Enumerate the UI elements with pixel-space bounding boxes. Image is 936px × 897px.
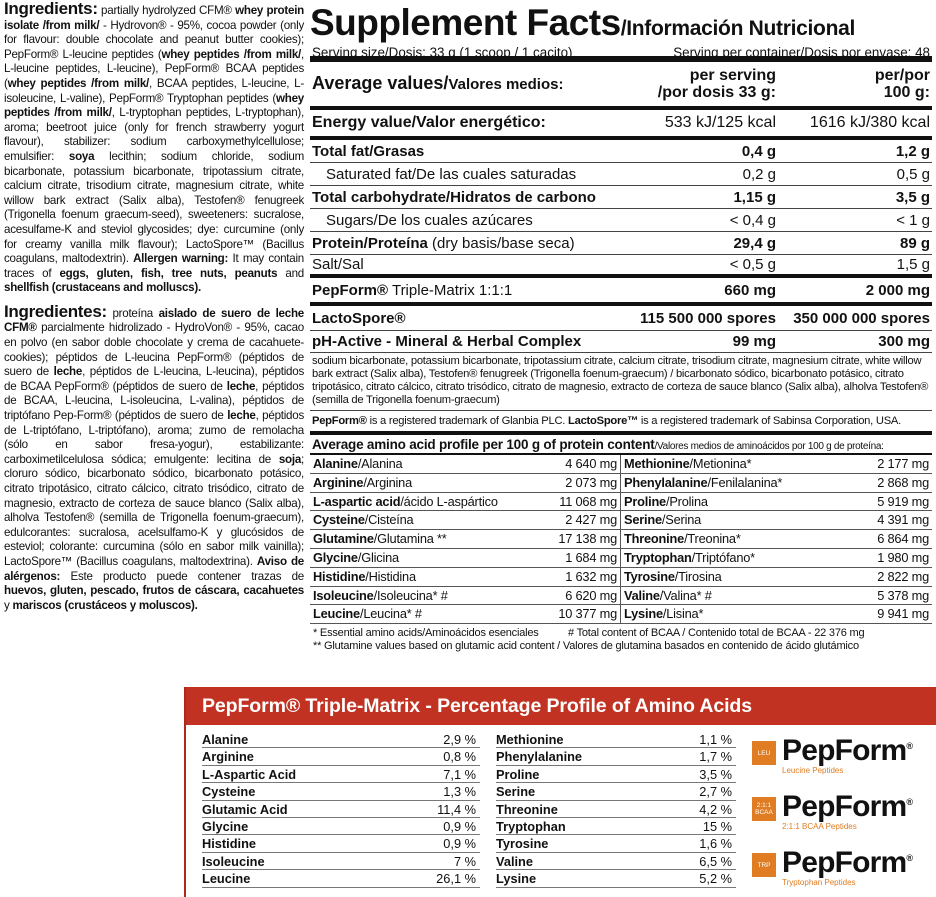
nutrient-row (310, 140, 932, 163)
amino-row (621, 474, 932, 493)
pepform-amino-name: Cysteine (202, 784, 256, 800)
average-values-label: Average values/Valores medios: (312, 73, 564, 93)
pepform-amino-percent: 0,8 % (443, 749, 476, 765)
pepform-row (202, 766, 480, 783)
nutrient-per-100g: 1,2 g (895, 142, 930, 160)
pepform-per-100g: 2 000 mg (865, 281, 930, 299)
pepform-amino-name: Serine (496, 784, 536, 800)
nutrient-per-serving: 0,2 g (742, 165, 776, 183)
pepform-logo (752, 781, 936, 837)
per-100g-header: per/por 100 g: (874, 67, 930, 101)
phactive-per-serving: 99 mg (732, 333, 776, 350)
amino-row (621, 511, 932, 530)
note-glutamine: ** Glutamine values based on glutamic acid content / Valores de glutamina basados en contenido de ácido glutámico (313, 639, 859, 652)
pepform-row (202, 818, 480, 835)
amino-name: Tryptophan/Triptófano* (624, 549, 755, 565)
amino-name: Leucine/Leucina* # (313, 606, 422, 622)
nutrient-row (310, 163, 932, 186)
nutrient-per-100g: 0,5 g (896, 165, 930, 183)
lactospore-row (310, 306, 932, 331)
pepform-wordmark: PepForm® (782, 790, 913, 823)
note-bcaa: # Total content of BCAA / Contenido total de BCAA - 22 376 mg (568, 627, 865, 640)
pepform-amino-percent: 7,1 % (443, 766, 476, 782)
amino-row (621, 455, 932, 474)
nutrient-per-100g: 3,5 g (895, 188, 930, 206)
phactive-row (310, 331, 932, 353)
pepform-row (202, 748, 480, 765)
amino-name: Lysine/Lisina* (624, 606, 704, 622)
pepform-amino-name: Isoleucine (202, 853, 265, 869)
serving-line (310, 44, 932, 62)
energy-row (310, 110, 932, 140)
amino-row (310, 568, 621, 587)
nutrient-rows (310, 140, 932, 278)
nutrient-label: Sugars/De los cuales azúcares (326, 211, 533, 229)
amino-name: Proline/Prolina (624, 493, 708, 509)
amino-value: 1 684 mg (565, 549, 617, 565)
amino-row (621, 605, 932, 624)
amino-value: 10 377 mg (558, 606, 617, 622)
pepform-amino-percent: 26,1 % (436, 871, 476, 887)
pepform-wordmark: PepForm® (782, 846, 913, 879)
pepform-row (202, 801, 480, 818)
amino-value: 4 391 mg (877, 512, 929, 528)
pepform-amino-name: Tyrosine (496, 836, 549, 852)
nutrient-per-serving: 1,15 g (733, 188, 776, 206)
amino-value: 2 868 mg (877, 474, 929, 490)
pepform-amino-percent: 7 % (453, 853, 476, 869)
phactive-description: sodium bicarbonate, potassium bicarbonate, tripotassium citrate, calcium citrate, trisodium citrate, magnesium citrate, white willow bark extract (Salix alba), Testofen® fenugreek (Trigonella foenum-graecum) / bicarbonato sódico, bicarbonato potásico, citrato tripotásico, citrato cálcico, citrato trisódico, citrato de magnesio, extracto de corteza de sauce blanco (Salix alba), alholva Testofen® (semilla de Trigonella foenum-graecum) (310, 353, 932, 411)
amino-column-left (310, 455, 621, 624)
pepform-row (202, 870, 480, 887)
amino-value: 2 073 mg (565, 474, 617, 490)
pepform-logo (752, 837, 936, 893)
nutrient-per-serving: < 0,5 g (729, 256, 776, 273)
amino-value: 1 980 mg (877, 549, 929, 565)
nutrient-row (310, 232, 932, 255)
nutrient-per-serving: < 0,4 g (729, 211, 776, 229)
amino-name: Histidine/Histidina (313, 568, 416, 584)
pepform-amino-percent: 4,2 % (699, 801, 732, 817)
pepform-profile-table (202, 731, 736, 888)
amino-row (621, 587, 932, 606)
amino-value: 5 378 mg (877, 587, 929, 603)
pepform-amino-name: Proline (496, 766, 540, 782)
amino-name: Alanine/Alanina (313, 456, 403, 471)
pepform-logo-subtitle: 2:1:1 BCAA Peptides (782, 822, 857, 831)
amino-value: 6 620 mg (565, 587, 617, 603)
pepform-row (496, 766, 736, 783)
pepform-logo-subtitle: Tryptophan Peptides (782, 878, 856, 887)
pepform-amino-name: Methionine (496, 732, 564, 747)
amino-name: Phenylalanine/Fenilalanina* (624, 474, 783, 490)
pepform-amino-percent: 6,5 % (699, 853, 732, 869)
amino-row (310, 549, 621, 568)
energy-label: Energy value/Valor energético: (312, 114, 546, 131)
pepform-amino-name: Glycine (202, 818, 249, 834)
amino-name: L-aspartic acid/ácido L-aspártico (313, 493, 498, 509)
pepform-logo (752, 725, 936, 781)
ingredients-es-heading: Ingredientes: (4, 301, 107, 321)
phactive-label: pH-Active - Mineral & Herbal Complex (312, 333, 582, 350)
supplement-facts-panel (310, 2, 932, 652)
pepform-badge-icon: TRP (752, 853, 776, 877)
pepform-row (202, 783, 480, 800)
nutrient-label: Total carbohydrate/Hidratos de carbono (312, 188, 596, 206)
ingredients-en-text: partially hydrolyzed CFM® whey protein isolate /from milk/ - Hydrovon® - 95%, cocoa powder (only for flavour: double chocolate and peanut butter cookies); PepForm® L-leucine peptides (whey peptides /from milk/, L-leucine peptides, L-leucine), PepForm® BCAA peptides (whey peptides /from milk/, BCAA peptides, L-leucine, L-isoleucine, L-valine), PepForm® Tryptophan peptides (whey peptides /from milk/, L-tryptophan peptides, L-tryptophan), aroma; beetroot juice (only for french strawberry yogurt flavour), stabilizer: sodium carboxymethylcellulose; emulsifier: soya lecithin; sodium chloride, sodium bicarbonate, potassium bicarbonate, tripotassium citrate, calcium citrate, trisodium citrate, magnesium citrate, white willow bark extract (Salix alba), Testofen® fenugreek (Trigonella foenum graecum-seed), sweeteners: sucralose, acesulfame-K and steviol glycosides; dye: curcumine (only for creamy vanilla milk flavour); LactoSpore™ (Bacillus coagulans, maltodextrin). Allergen warning: It may contain traces of eggs, gluten, fish, tree nuts, peanuts and shellfish (crustaceans and molluscs). (4, 4, 305, 295)
pepform-amino-percent: 5,2 % (699, 871, 732, 887)
phactive-per-100g: 300 mg (878, 333, 930, 350)
amino-value: 17 138 mg (558, 531, 617, 547)
pepform-amino-percent: 1,3 % (443, 784, 476, 800)
amino-row (310, 605, 621, 624)
pepform-row (496, 748, 736, 765)
pepform-amino-percent: 1,7 % (699, 749, 732, 765)
servings-per-container: Serving per container/Dosis por envase: 48 (673, 45, 930, 60)
amino-row (310, 530, 621, 549)
lactospore-per-serving: 115 500 000 spores (640, 309, 776, 327)
ingredients-en-heading: Ingredients: (4, 0, 98, 18)
pepform-row (202, 835, 480, 852)
pepform-profile-title: PepForm® Triple-Matrix - Percentage Profile of Amino Acids (186, 687, 936, 725)
amino-notes (310, 624, 932, 652)
amino-name: Tyrosine/Tirosina (624, 568, 722, 584)
nutrient-label: Salt/Sal (312, 256, 364, 273)
trademark-note: PepForm® is a registered trademark of Glanbia PLC. LactoSpore™ is a registered trademark of Sabinsa Corporation, USA. (310, 411, 932, 435)
pepform-amino-name: Lysine (496, 871, 537, 887)
ingredients-column (4, 2, 304, 613)
pepform-amino-name: L-Aspartic Acid (202, 766, 297, 782)
amino-name: Valine/Valina* # (624, 587, 712, 603)
pepform-amino-name: Leucine (202, 871, 251, 887)
amino-name: Threonine/Treonina* (624, 531, 741, 547)
amino-name: Isoleucine/Isoleucina* # (313, 587, 448, 603)
pepform-logos (752, 725, 936, 893)
pepform-amino-name: Alanine (202, 732, 249, 747)
pepform-badge-icon: LEU (752, 741, 776, 765)
pepform-per-serving: 660 mg (724, 281, 776, 299)
pepform-row (202, 731, 480, 748)
amino-value: 5 919 mg (877, 493, 929, 509)
amino-row (310, 511, 621, 530)
lactospore-label: LactoSpore® (312, 309, 406, 327)
pepform-row (496, 835, 736, 852)
ingredients-en (4, 2, 304, 296)
amino-name: Glycine/Glicina (313, 549, 399, 565)
facts-title-es: /Información Nutricional (620, 17, 856, 40)
pepform-amino-percent: 2,7 % (699, 784, 732, 800)
serving-size: Serving size/Dosis: 33 g (1 scoop / 1 cacito) (312, 45, 573, 60)
pepform-row (496, 870, 736, 887)
amino-name: Methionine/Metionina* (624, 456, 752, 471)
amino-value: 1 632 mg (565, 568, 617, 584)
facts-title (310, 2, 932, 44)
pepform-row (202, 853, 480, 870)
per-serving-header: per serving /por dosis 33 g: (657, 67, 776, 101)
pepform-logo-subtitle: Leucine Peptides (782, 766, 844, 775)
pepform-amino-name: Tryptophan (496, 818, 566, 834)
pepform-row (496, 818, 736, 835)
pepform-amino-percent: 1,1 % (699, 732, 732, 747)
facts-header-row (310, 62, 932, 110)
amino-value: 4 640 mg (565, 456, 617, 471)
pepform-row (496, 853, 736, 870)
amino-row (621, 530, 932, 549)
nutrient-per-serving: 0,4 g (741, 142, 776, 160)
amino-row (310, 474, 621, 493)
amino-profile-title: Average amino acid profile per 100 g of protein content/Valores medios de aminoácidos por 100 g de proteína: (310, 435, 932, 455)
nutrient-row (310, 186, 932, 209)
facts-title-en: Supplement Facts (310, 2, 621, 43)
nutrient-per-100g: 1,5 g (896, 256, 930, 273)
pepform-label: PepForm® Triple-Matrix 1:1:1 (312, 281, 513, 299)
pepform-amino-percent: 1,6 % (699, 836, 732, 852)
nutrient-label: Protein/Proteína (dry basis/base seca) (312, 234, 575, 252)
pepform-amino-percent: 0,9 % (443, 836, 476, 852)
amino-profile-table (310, 455, 932, 624)
pepform-row (310, 278, 932, 306)
amino-row (310, 587, 621, 606)
amino-value: 2 177 mg (877, 456, 929, 471)
nutrient-per-100g: 89 g (899, 234, 930, 252)
pepform-amino-percent: 11,4 % (437, 801, 476, 817)
nutrient-per-serving: 29,4 g (733, 234, 776, 252)
pepform-row (496, 731, 736, 748)
pepform-amino-name: Threonine (496, 801, 558, 817)
amino-value: 2 822 mg (877, 568, 929, 584)
pepform-amino-name: Histidine (202, 836, 257, 852)
pepform-column-left (202, 731, 480, 888)
amino-row (621, 568, 932, 587)
pepform-profile-box (184, 687, 936, 897)
pepform-amino-name: Phenylalanine (496, 749, 583, 765)
amino-name: Serine/Serina (624, 512, 702, 528)
pepform-amino-name: Valine (496, 853, 533, 869)
amino-name: Arginine/Arginina (313, 474, 413, 490)
energy-per-100g: 1616 kJ/380 kcal (809, 114, 930, 131)
nutrient-label: Saturated fat/De las cuales saturadas (326, 165, 577, 183)
pepform-column-right (496, 731, 736, 888)
amino-row (621, 493, 932, 512)
amino-row (310, 455, 621, 474)
pepform-amino-percent: 15 % (702, 818, 732, 834)
pepform-badge-icon: 2:1:1 BCAA (752, 797, 776, 821)
pepform-row (496, 801, 736, 818)
amino-value: 2 427 mg (565, 512, 617, 528)
ingredients-es-text: proteína aislado de suero de leche CFM® parcialmente hidrolizado - HydroVon® - 95%, cacao en polvo (en sabor doble chocolate y crema de cacahuete-cookies); péptidos de L-leucina PepForm® (péptidos de suero de leche, péptidos de L-leucina, L-leucina), péptidos de BCAA PepForm® (péptidos de suero de leche, péptidos de BCAA, L-leucina, L-isoleucina, L-valina), péptidos de triptófano Pep-Form® (péptidos de suero de leche, péptidos de L-triptófano, L-triptófano), aroma; zumo de remolacha (sólo en sabor fresa-yogur), estabilizante: carboximetilcelulosa sódica; emulgente: lecitina de soja; cloruro sódico, bicarbonato sódico, bicarbonato potásico, citrato tripotásico, citrato cálcico, citrato trisódico, citrato de magnesio, extracto de corteza de sauce blanco (Salix alba), alholva Testofen® (semilla de Trigonella foenum-graecum), edulcorantes: sucralosa, acelsulfamo-K y glucósidos de esteviol; colorante: curcumina (sólo en sabor milk vainilla); LactoSpore™ (Bacillus coagulans, maltodextrina). Aviso de alérgenos: Este producto puede contener trazas de huevos, gluten, pescado, frutos de cáscara, cacahuetes y mariscos (crustáceos y moluscos). (4, 306, 305, 612)
energy-per-serving: 533 kJ/125 kcal (664, 114, 776, 131)
amino-value: 11 068 mg (559, 493, 617, 509)
nutrient-label: Total fat/Grasas (312, 142, 425, 160)
nutrient-per-100g: < 1 g (896, 211, 930, 229)
amino-value: 9 941 mg (877, 606, 929, 622)
pepform-amino-percent: 3,5 % (699, 766, 732, 782)
note-essential: * Essential amino acids/Aminoácidos esenciales (313, 627, 539, 640)
amino-row (310, 493, 621, 512)
amino-name: Cysteine/Cisteína (313, 512, 414, 528)
nutrient-row (310, 209, 932, 232)
lactospore-per-100g: 350 000 000 spores (793, 309, 930, 327)
amino-column-right (621, 455, 932, 624)
amino-value: 6 864 mg (877, 531, 929, 547)
pepform-wordmark: PepForm® (782, 734, 913, 767)
pepform-row (496, 783, 736, 800)
ingredients-es (4, 301, 305, 613)
amino-row (621, 549, 932, 568)
pepform-amino-percent: 0,9 % (443, 818, 476, 834)
pepform-amino-name: Arginine (202, 749, 254, 765)
pepform-amino-percent: 2,9 % (443, 732, 476, 747)
amino-name: Glutamine/Glutamina ** (313, 531, 447, 547)
pepform-amino-name: Glutamic Acid (202, 801, 288, 817)
nutrient-row (310, 255, 932, 278)
